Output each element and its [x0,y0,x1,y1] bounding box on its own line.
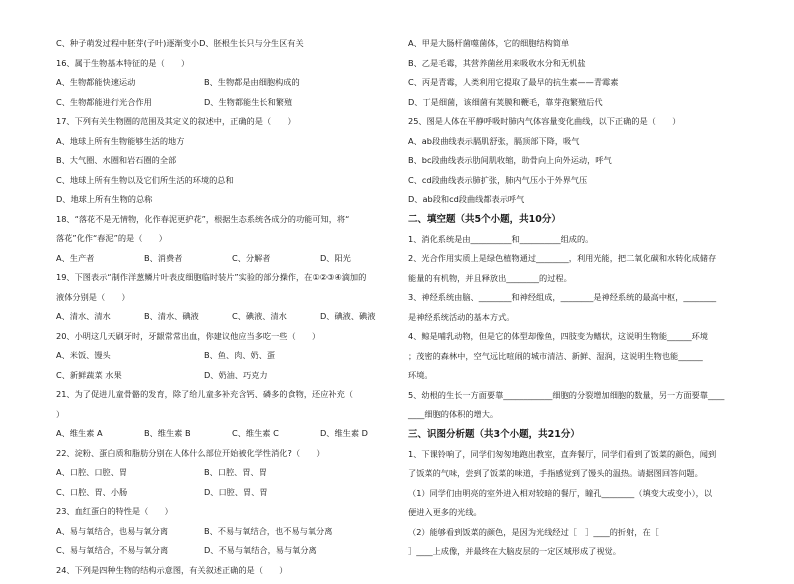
right-column [408,38,763,566]
fill-question-5-line-2: ____细胞的体积的增大。 [408,409,763,429]
question-21-stem-1: 21、为了促进儿童骨骼的发育，除了给儿童多补充含钙、磷多的食物，还应补充（ [56,389,411,409]
question-18-stem-1: 18、“落花不是无情物，化作春泥更护花”，根据生态系统各成分的功能可知，将“ [56,214,411,234]
section-heading-fill-in: 二、填空题（共5个小题，共10分） [408,214,763,234]
question-23-stem: 23、血红蛋白的特性是（ ） [56,506,411,526]
option-a: A、米饭、馒头 [56,350,204,370]
question-16-options-ab [56,77,411,97]
fill-question-4-line-1: 4、鲸是哺乳动物，但是它的体型却像鱼，四肢变为鳍状，这说明生物能______环境 [408,331,763,351]
option-d: D、维生素 D [320,428,408,448]
question-17-option-d: D、地球上所有生物的总称 [56,194,411,214]
question-20-stem: 20、小明这几天刷牙时，牙龈常常出血，你建议他应当多吃一些（ ） [56,331,411,351]
option-b: B、生物都是由细胞构成的 [204,77,352,97]
question-19-stem-1: 19、下图表示“制作洋葱鳞片叶表皮细胞临时装片”实验的部分操作，在①②③④滴加的 [56,272,411,292]
option-d: D、奶油、巧克力 [204,370,352,390]
fill-question-2-line-2: 能量的有机物，并且释放出________的过程。 [408,273,763,293]
question-17-option-c: C、地球上所有生物以及它们所生活的环境的总和 [56,175,411,195]
option-a: A、生产者 [56,253,144,273]
analysis-question-1-line-6: ］____上成像，并最终在大脑皮层的一定区域形成了视觉。 [408,546,763,566]
option-b: B、消费者 [144,253,232,273]
question-21-stem-2: ） [56,409,411,429]
option-c: C、口腔、胃、小肠 [56,487,204,507]
fill-question-3-line-2: 是神经系统活动的基本方式。 [408,312,763,332]
option-b: B、清水、碘液 [144,311,232,331]
question-16-stem: 16、属于生物基本特征的是（ ） [56,58,411,78]
question-15-options-cd: C、种子萌发过程中胚芽(子叶)逐渐变小D、胚根生长只与分生区有关 [56,38,411,58]
analysis-question-1-line-2: 了饭菜的气味，尝到了饭菜的味道，手指感觉到了馒头的温热。请据图回答问题。 [408,468,763,488]
fill-question-5-line-1: 5、幼根的生长一方面要靠____________细胞的分裂增加细胞的数量，另一方面要靠____ [408,390,763,410]
question-23-options-cd [56,545,411,565]
option-d: D、生物都能生长和繁殖 [204,97,352,117]
question-25-option-b: B、bc段曲线表示肋间肌收缩，助骨向上向外运动，呼气 [408,155,763,175]
fill-question-1: 1、消化系统是由__________和__________组成的。 [408,234,763,254]
option-a: A、生物都能快速运动 [56,77,204,97]
option-b: B、鱼、肉、奶、蛋 [204,350,352,370]
option-b: B、维生素 B [144,428,232,448]
option-c: C、碘液、清水 [232,311,320,331]
option-d: D、不易与氧结合，易与氧分离 [204,545,352,565]
option-c: C、易与氧结合，不易与氧分离 [56,545,204,565]
option-a: A、清水、清水 [56,311,144,331]
option-d: D、碘液、碘液 [320,311,408,331]
option-b: B、口腔、胃、胃 [204,467,352,487]
option-a: A、维生素 A [56,428,144,448]
question-20-options-cd [56,370,411,390]
question-16-options-cd [56,97,411,117]
analysis-question-1-line-4: 便进入更多的光线。 [408,507,763,527]
fill-question-2-line-1: 2、光合作用实质上是绿色植物通过________，利用光能，把二氧化碳和水转化成储存 [408,253,763,273]
question-22-options-cd [56,487,411,507]
question-23-options-ab [56,526,411,546]
fill-question-4-line-3: 环境。 [408,370,763,390]
question-22-options-ab [56,467,411,487]
option-a: A、易与氧结合，也易与氧分离 [56,526,204,546]
question-19-options [56,311,411,331]
question-25-stem: 25、图是人体在平静呼吸时肺内气体容量变化曲线，以下正确的是（ ） [408,116,763,136]
question-17-option-a: A、地球上所有生物能够生活的地方 [56,136,411,156]
question-22-stem: 22、淀粉、蛋白质和脂肪分别在人体什么部位开始被化学性消化?（ ） [56,448,411,468]
question-20-options-ab [56,350,411,370]
analysis-question-1-line-5: （2）能够看到饭菜的颜色，是因为光线经过［ ］____的折射，在［ [408,527,763,547]
question-25-option-c: C、cd段曲线表示肺扩张，肺内气压小于外界气压 [408,175,763,195]
option-c: C、分解者 [232,253,320,273]
question-18-stem-2: 落花”化作“春泥”的是（ ） [56,233,411,253]
option-d: D、阳光 [320,253,408,273]
question-17-option-b: B、大气圈、水圈和岩石圈的全部 [56,155,411,175]
fill-question-3-line-1: 3、神经系统由脑、________和神经组成，________是神经系统的最高中枢，________ [408,292,763,312]
question-18-options [56,253,411,273]
question-24-stem: 24、下列是四种生物的结构示意图，有关叙述正确的是（ ） [56,565,411,584]
question-24-option-c: C、丙是青霉，人类利用它提取了最早的抗生素——青霉素 [408,77,763,97]
question-25-option-d: D、ab段和cd段曲线都表示呼气 [408,194,763,214]
option-c: C、生物都能进行光合作用 [56,97,204,117]
analysis-question-1-line-1: 1、下课铃响了，同学们匆匆地跑出教室，直奔餐厅，同学们看到了饭菜的颜色，闻到 [408,449,763,469]
question-24-option-d: D、丁是细菌，该细菌有荚膜和鞭毛，靠芽孢繁殖后代 [408,97,763,117]
section-heading-diagram-analysis: 三、识图分析题（共3个小题，共21分） [408,429,763,449]
option-a: A、口腔、口腔、胃 [56,467,204,487]
question-25-option-a: A、ab段曲线表示膈肌舒张，膈顶部下降，吸气 [408,136,763,156]
question-19-stem-2: 液体分别是（ ） [56,292,411,312]
fill-question-4-line-2: ；茂密的森林中，空气远比喧闹的城市清洁、新鲜、湿润，这说明生物也能______ [408,351,763,371]
left-column [56,38,411,584]
option-b: B、不易与氧结合，也不易与氧分离 [204,526,352,546]
question-21-options [56,428,411,448]
option-c: C、维生素 C [232,428,320,448]
option-c: C、新鲜蔬菜 水果 [56,370,204,390]
question-24-option-a: A、甲是大肠杆菌噬菌体，它的细胞结构简单 [408,38,763,58]
question-17-stem: 17、下列有关生物圈的范围及其定义的叙述中，正确的是（ ） [56,116,411,136]
question-24-option-b: B、乙是毛霉，其营养菌丝用来吸收水分和无机盐 [408,58,763,78]
analysis-question-1-line-3: （1）同学们由明亮的室外进入相对较暗的餐厅，瞳孔________（填变大或变小），以 [408,488,763,508]
option-d: D、口腔、胃、胃 [204,487,352,507]
